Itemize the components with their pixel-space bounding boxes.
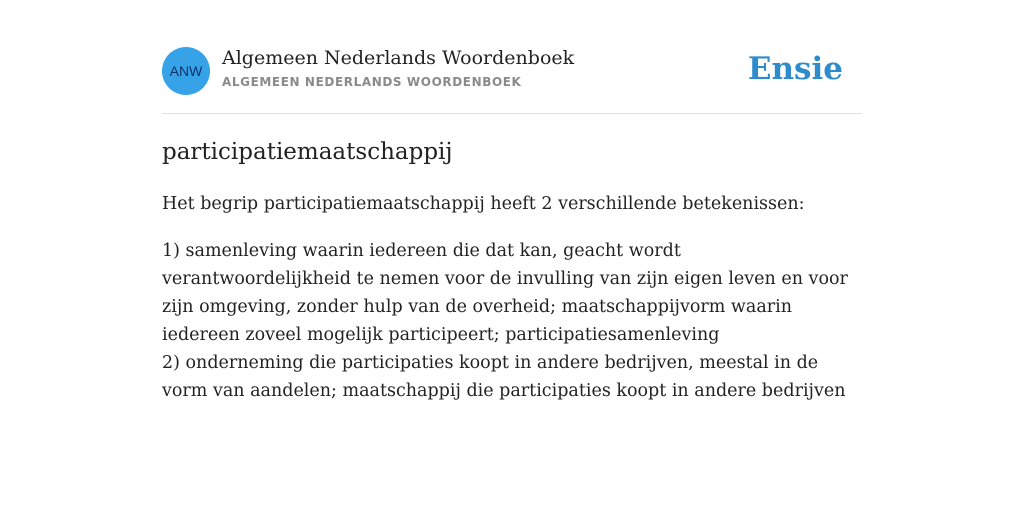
source-subtitle: ALGEMEEN NEDERLANDS WOORDENBOEK xyxy=(222,75,522,89)
ensie-brand-logo[interactable]: Ensie xyxy=(747,51,843,87)
header-divider xyxy=(162,113,862,114)
definition-2: 2) onderneming die participaties koopt in andere bedrijven, meestal in de vorm van aandelen; maatschappij die participaties koopt in andere bedrijven xyxy=(162,353,846,401)
entry-intro: Het begrip participatiemaatschappij heeft 2 verschillende betekenissen: xyxy=(162,194,805,214)
definition-1: 1) samenleving waarin iedereen die dat kan, geacht wordt verantwoordelijkheid te nemen voor de invulling van zijn eigen leven en voor zijn omgeving, zonder hulp van de overheid; maatschappijvorm waarin iedereen zoveel mogelijk participeert; participatiesamenleving xyxy=(162,241,848,345)
definitions-list xyxy=(162,237,862,405)
source-title: Algemeen Nederlands Woordenboek xyxy=(222,47,575,69)
page xyxy=(162,0,862,512)
anw-logo xyxy=(162,47,210,95)
entry-term: participatiemaatschappij xyxy=(162,139,453,165)
logo-text: ANW xyxy=(169,63,203,79)
header xyxy=(162,46,862,96)
